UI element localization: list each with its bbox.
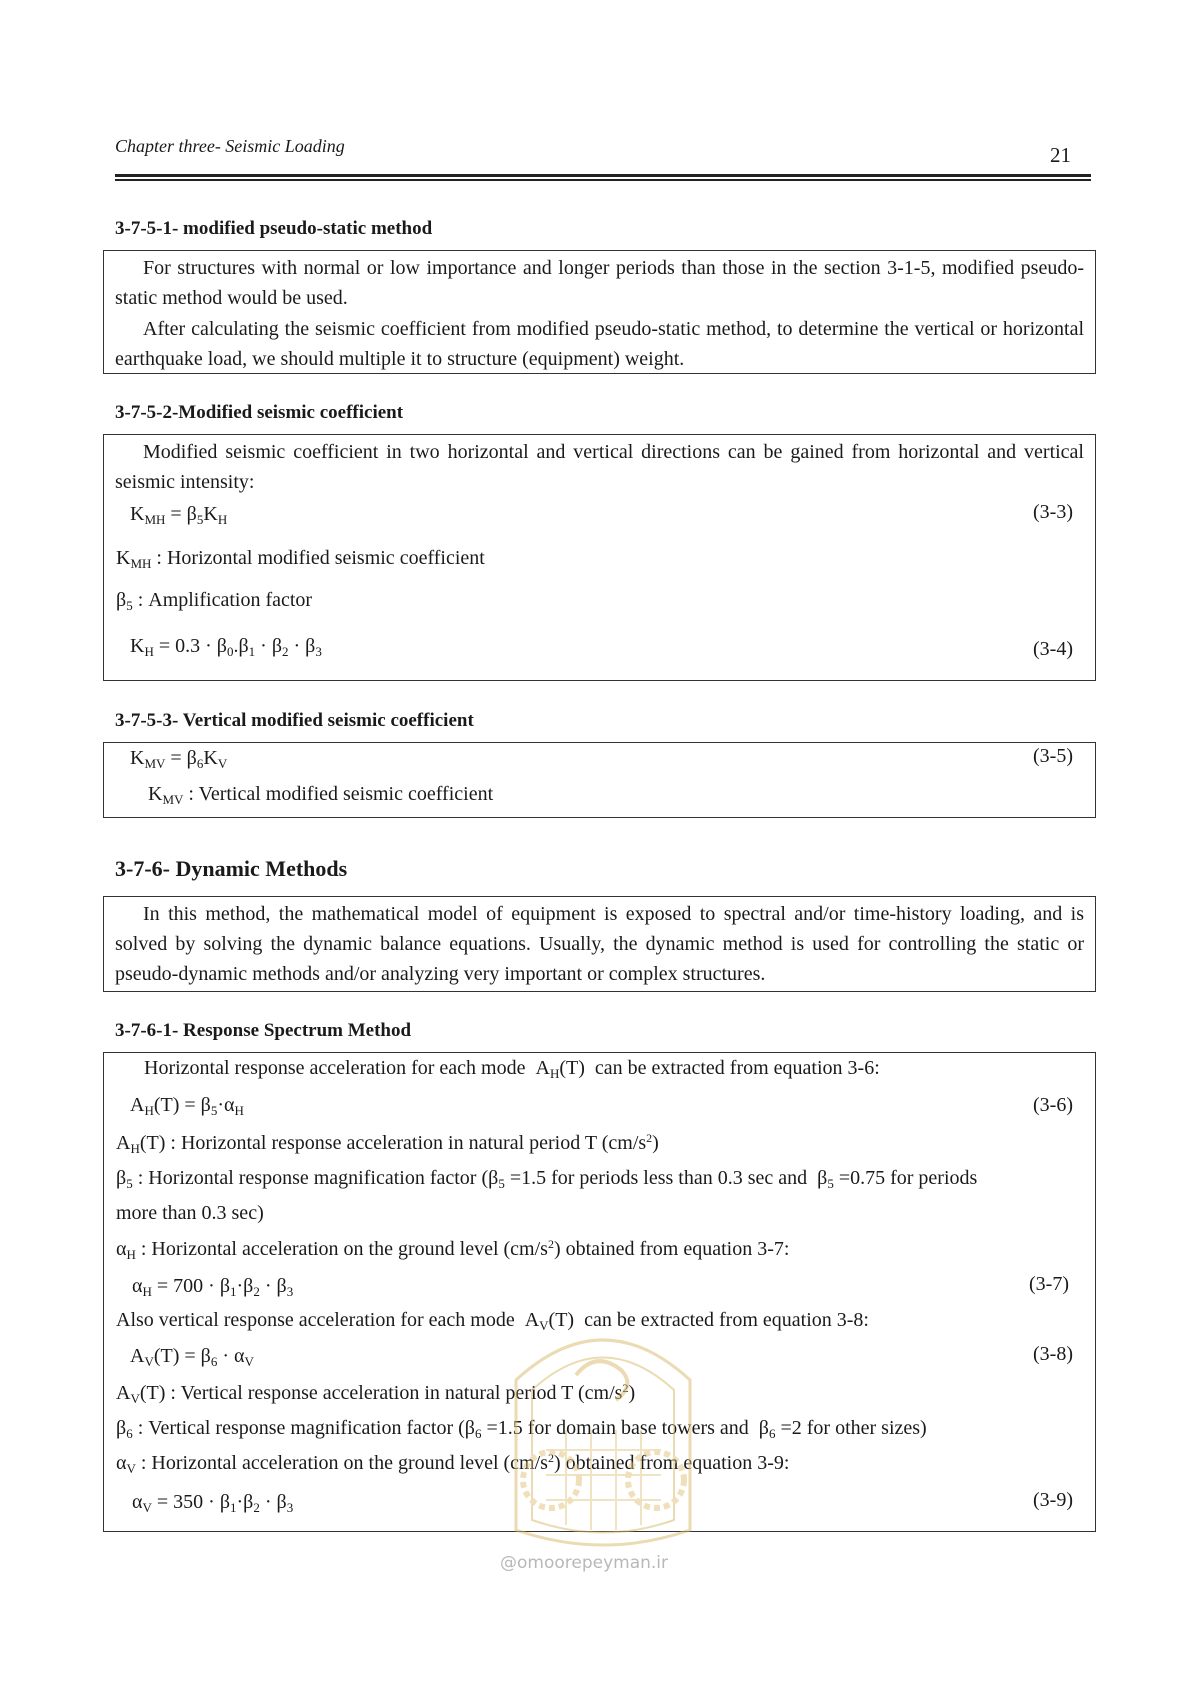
definition-text: : Horizontal acceleration on the ground level (cm/s bbox=[140, 1452, 548, 1474]
header-rule bbox=[115, 174, 1091, 177]
equation-alpha-h: $\alpha_H = 700 \cdot \beta_1\cdot\beta_2 \cdot \beta_3$ bbox=[132, 1275, 294, 1299]
definition-text: : Horizontal response magnification factor ( bbox=[137, 1167, 489, 1189]
definition-beta6: $\beta_6$ : Vertical response magnification factor ($\beta_6 =1.5$ for domain base towers and $\beta_6 =2$ for other sizes) bbox=[116, 1417, 927, 1441]
definition-kmh: $K_{MH}$ : Horizontal modified seismic coefficient bbox=[116, 547, 485, 571]
text: Also vertical response acceleration for each mode bbox=[116, 1309, 515, 1331]
text: can be extracted from equation 3-6: bbox=[594, 1057, 880, 1079]
definition-text: ) obtained from equation 3-7: bbox=[553, 1238, 790, 1260]
definition-text: : Horizontal response acceleration in natural period T (cm/s bbox=[170, 1132, 647, 1154]
equation-number: (3-8) bbox=[1033, 1343, 1073, 1365]
paragraph: After calculating the seismic coefficient from modified pseudo-static method, to determine the vertical or horizontal earthquake load, we should multiple it to structure (equipment) weight. bbox=[115, 318, 1084, 370]
equation-av: $A_V(T) = \beta_6 \cdot \alpha_V$ bbox=[130, 1345, 254, 1369]
paragraph: In this method, the mathematical model of equipment is exposed to spectral and/or time-history loading, and is solved by solving the dynamic balance equations. Usually, the dynamic method is used for controlling the static or pseudo-dynamic methods and/or analyzing very important or complex structures. bbox=[115, 903, 1084, 985]
equation-kh: $K_H = 0.3 \cdot \beta_0.\beta_1 \cdot \beta_2 \cdot \beta_3$ bbox=[130, 635, 322, 659]
text: can be extracted from equation 3-8: bbox=[584, 1309, 869, 1331]
definition-alpha-v: $\alpha_V$ : Horizontal acceleration on the ground level $(cm/s^2)$ obtained from equation 3-9: bbox=[116, 1451, 790, 1476]
header-rule-thin bbox=[115, 179, 1091, 181]
definition-text: : Amplification factor bbox=[137, 589, 313, 611]
definition-text: =2 for other sizes) bbox=[780, 1417, 927, 1439]
heading-modified-seismic-coefficient: 3-7-5-2-Modified seismic coefficient bbox=[115, 402, 404, 423]
text: Horizontal response acceleration for each mode bbox=[144, 1057, 526, 1079]
definition-text: : Vertical modified seismic coefficient bbox=[188, 783, 494, 805]
definition-beta5-horizontal: $\beta_5$ : Horizontal response magnification factor ($\beta_5 =1.5$ for periods less than 0.3 sec and $\beta_5 =0.75$ for periods bbox=[116, 1167, 978, 1191]
equation-number: (3-3) bbox=[1033, 501, 1073, 523]
watermark-text: @omoorepeyman.ir bbox=[500, 1553, 669, 1573]
equation-kmh: $K_{MH} = \beta_5K_H$ bbox=[130, 503, 228, 527]
definition-text: : Horizontal acceleration on the ground level (cm/s bbox=[140, 1238, 548, 1260]
equation-number: (3-5) bbox=[1033, 745, 1073, 767]
intro-vertical: Also vertical response acceleration for each mode $A_V(T)$ can be extracted from equation 3-8: bbox=[116, 1309, 869, 1333]
heading-response-spectrum: 3-7-6-1- Response Spectrum Method bbox=[115, 1020, 412, 1041]
definition-text: =1.5 for domain base towers and bbox=[486, 1417, 749, 1439]
definition-continued: more than 0.3 sec) bbox=[116, 1202, 264, 1224]
equation-number: (3-4) bbox=[1033, 638, 1073, 660]
definition-alpha-h: $\alpha_H$ : Horizontal acceleration on the ground level $(cm/s^2)$ obtained from equation 3-7: bbox=[116, 1237, 790, 1262]
box-dynamic-methods bbox=[103, 896, 1096, 992]
paragraph: Modified seismic coefficient in two horizontal and vertical directions can be gained from horizontal and vertical seismic intensity: bbox=[115, 441, 1084, 493]
definition-text: ) obtained from equation 3-9: bbox=[553, 1452, 790, 1474]
paragraph: For structures with normal or low importance and longer periods than those in the section 3-1-5, modified pseudo-static method would be used. bbox=[115, 257, 1084, 309]
definition-text: : Vertical response acceleration in natural period T (cm/s bbox=[170, 1382, 623, 1404]
equation-number: (3-6) bbox=[1033, 1094, 1073, 1116]
equation-alpha-v: $\alpha_V = 350 \cdot \beta_1\cdot\beta_2 \cdot \beta_3$ bbox=[132, 1491, 294, 1515]
equation-kmv: $K_{MV} = \beta_6K_V$ bbox=[130, 747, 228, 771]
box-modified-pseudo-static bbox=[103, 250, 1096, 374]
heading-modified-pseudo-static: 3-7-5-1- modified pseudo-static method bbox=[115, 218, 433, 239]
heading-vertical-modified-coefficient: 3-7-5-3- Vertical modified seismic coefficient bbox=[115, 710, 474, 731]
definition-beta5: $\beta_5$ : Amplification factor bbox=[116, 589, 313, 613]
definition-text: =1.5 for periods less than 0.3 sec and bbox=[509, 1167, 808, 1189]
definition-text: =0.75 for periods bbox=[838, 1167, 978, 1189]
heading-dynamic-methods: 3-7-6- Dynamic Methods bbox=[115, 856, 348, 881]
box-vertical-modified-coefficient bbox=[103, 742, 1096, 818]
equation-ah: $A_H(T) = \beta_5\cdot\alpha_H$ bbox=[130, 1094, 244, 1118]
intro-horizontal: Horizontal response acceleration for each mode $A_H(T)$ can be extracted from equation 3-6: bbox=[144, 1057, 880, 1081]
watermark-logo bbox=[496, 1310, 710, 1570]
definition-kmv: $K_{MV}$ : Vertical modified seismic coefficient bbox=[148, 783, 494, 807]
page-number: 21 bbox=[1050, 143, 1071, 167]
definition-ah: $A_H(T)$ : Horizontal response acceleration in natural period T $(cm/s^2)$ bbox=[116, 1131, 659, 1156]
definition-text: : Horizontal modified seismic coefficient bbox=[156, 547, 485, 569]
equation-number: (3-9) bbox=[1033, 1489, 1073, 1511]
chapter-title: Chapter three- Seismic Loading bbox=[115, 136, 345, 156]
equation-number: (3-7) bbox=[1029, 1273, 1069, 1295]
box-modified-seismic-coefficient bbox=[103, 434, 1096, 681]
definition-av: $A_V(T)$ : Vertical response acceleration in natural period T $(cm/s^2)$ bbox=[116, 1381, 636, 1406]
definition-text: : Vertical response magnification factor ( bbox=[137, 1417, 465, 1439]
